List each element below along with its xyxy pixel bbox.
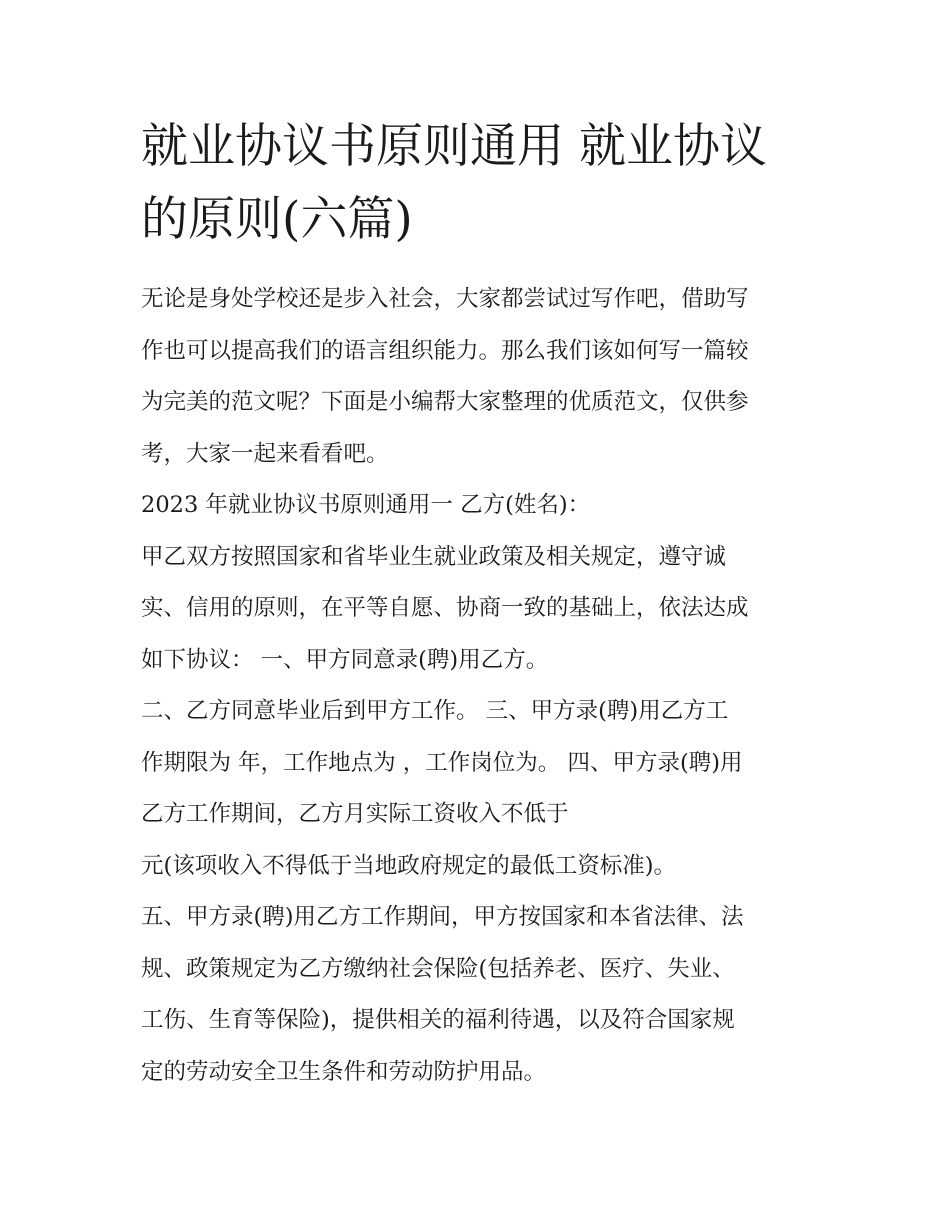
text-line: 为完美的范文呢？下面是小编帮大家整理的优质范文，仅供参 xyxy=(141,389,749,415)
title-line: 就业协议书原则通用 就业协议 xyxy=(141,119,767,174)
clause-paragraph xyxy=(141,686,813,841)
text-line: 甲乙双方按照国家和省毕业生就业政策及相关规定，遵守诚 xyxy=(141,543,727,570)
text-line: 五、甲方录(聘)用乙方工作期间，甲方按国家和本省法律、法 xyxy=(141,904,744,930)
text-line: 定的劳动安全卫生条件和劳动防护用品。 xyxy=(141,1058,547,1085)
text-line: 乙方工作期间，乙方月实际工资收入不低于 xyxy=(141,801,569,827)
text-line: 无论是身处学校还是步入社会，大家都尝试过写作吧，借助写 xyxy=(141,286,749,312)
intro-paragraph xyxy=(141,274,813,480)
wage-paragraph xyxy=(141,841,813,893)
text-line: 实、信用的原则，在平等自愿、协商一致的基础上，依法达成 xyxy=(141,595,749,621)
insurance-paragraph xyxy=(141,892,813,1098)
text-line: 工伤、生育等保险)，提供相关的福利待遇，以及符合国家规 xyxy=(141,1007,735,1033)
agreement-paragraph xyxy=(141,532,813,687)
section-heading-paragraph xyxy=(141,480,813,532)
text-line: 规、政策规定为乙方缴纳社会保险(包括养老、医疗、失业、 xyxy=(141,955,735,982)
text-line: 作也可以提高我们的语言组织能力。那么我们该如何写一篇较 xyxy=(141,337,749,364)
text-line: 如下协议： 一、甲方同意录(聘)用乙方。 xyxy=(141,646,549,673)
document-content xyxy=(141,110,813,1098)
title-line: 的原则(六篇) xyxy=(141,192,413,247)
document-title xyxy=(141,110,813,256)
text-line: 考，大家一起来看看吧。 xyxy=(141,440,389,467)
text-line: 二、乙方同意毕业后到甲方工作。 三、甲方录(聘)用乙方工 xyxy=(141,698,729,724)
text-line: 作期限为 年，工作地点为 ，工作岗位为。 四、甲方录(聘)用 xyxy=(141,749,743,776)
text-line: 2023 年就业协议书原则通用一 乙方(姓名)： xyxy=(141,492,591,518)
text-line: 元(该项收入不得低于当地政府规定的最低工资标准)。 xyxy=(141,852,677,879)
